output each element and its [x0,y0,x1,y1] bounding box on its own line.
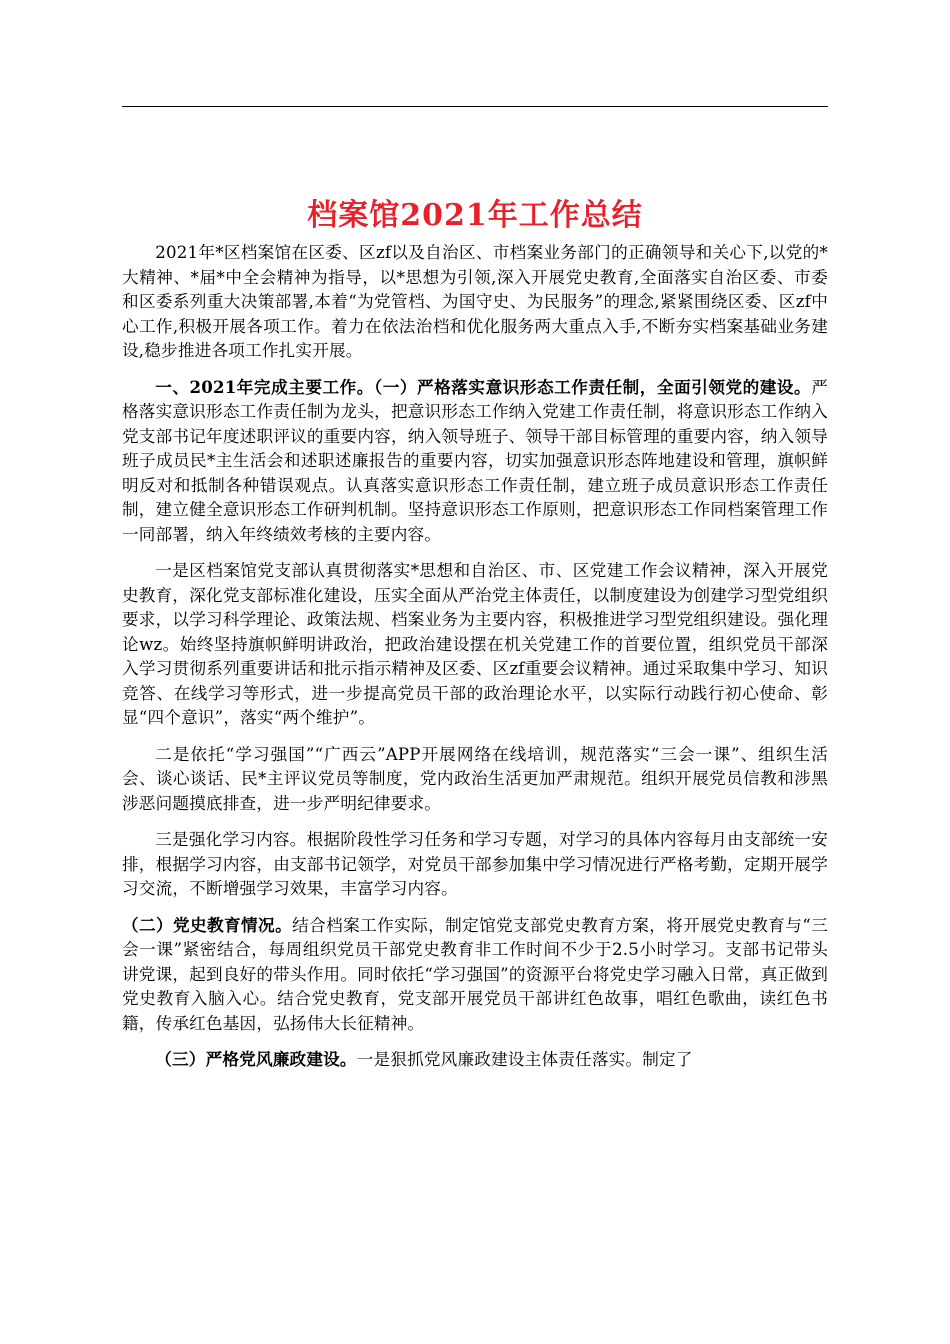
paragraph-section-2 [122,913,828,1037]
paragraph-text: 一是狠抓党风廉政建设主体责任落实。制定了 [356,1050,693,1069]
paragraph-section-1 [122,375,828,548]
paragraph-intro [122,240,828,364]
paragraph-text: 结合档案工作实际，制定馆党支部党史教育方案，将开展党史教育与“三会一课”紧密结合，每周组织党员干部党史教育非工作时间不少于2.5小时学习。支部书记带头讲党课，起到良好的带头作用。同时依托“学习强国”的资源平台将党史学习融入日常，真正做到党史教育入脑入心。结合党史教育，党支部开展党员干部讲红色故事，唱红色歌曲，读红色书籍，传承红色基因，弘扬伟大长征精神。 [122,915,828,1033]
document-body [122,240,828,1084]
paragraph-text: 二是依托“学习强国”“广西云”APP开展网络在线培训，规范落实“三会一课”、组织生活会、谈心谈话、民*主评议党员等制度，党内政治生活更加严肃规范。组织开展党员信教和涉黑涉恶问题摸底排查，进一步严明纪律要求。 [122,744,828,813]
paragraph-point-2 [122,742,828,817]
document-title: 档案馆2021年工作总结 [307,198,643,233]
paragraph-heading: （二）党史教育情况。 [122,914,293,935]
paragraph-text: 2021年*区档案馆在区委、区zf以及自治区、市档案业务部门的正确领导和关心下,以党的*大精神、*届*中全会精神为指导，以*思想为引领,深入开展党史教育,全面落实自治区委、市委和区委系列重大决策部署,本着“为党管档、为国守史、为民服务”的理念,紧紧围绕区委、区zf中心工作,积极开展各项工作。着力在依法治档和优化服务两大重点入手,不断夯实档案基础业务建设,稳步推进各项工作扎实开展。 [122,243,828,360]
paragraph-text: 三是强化学习内容。根据阶段性学习任务和学习专题，对学习的具体内容每月由支部统一安排，根据学习内容，由支部书记领学，对党员干部参加集中学习情况进行严格考勤，定期开展学习交流，不断增强学习效果，丰富学习内容。 [122,830,828,898]
paragraph-section-3 [122,1047,828,1073]
paragraph-text: 严格落实意识形态工作责任制为龙头，把意识形态工作纳入党建工作责任制，将意识形态工作纳入党支部书记年度述职评议的重要内容，纳入领导班子、领导干部目标管理的重要内容，纳入领导班子成员民*主生活会和述职述廉报告的重要内容，切实加强意识形态阵地建设和管理，旗帜鲜明反对和抵制各种错误观点。认真落实意识形态工作责任制，建立班子成员意识形态工作责任制，建立健全意识形态工作研判机制。坚持意识形态工作原则，把意识形态工作同档案管理工作一同部署，纳入年终绩效考核的主要内容。 [122,377,828,544]
paragraph-point-1 [122,558,828,731]
paragraph-point-3 [122,827,828,902]
header-rule [122,106,828,107]
paragraph-heading: 一、2021年完成主要工作。（一）严格落实意识形态工作责任制，全面引领党的建设。 [155,376,812,397]
paragraph-heading: （三）严格党风廉政建设。 [155,1049,357,1069]
paragraph-text: 一是区档案馆党支部认真贯彻落实*思想和自治区、市、区党建工作会议精神，深入开展党史教育，深化党支部标准化建设，压实全面从严治党主体责任，以制度建设为创建学习型党组织要求，以学习科学理论、政策法规、档案业务为主要内容，积极推进学习型党组织建设。强化理论wz。始终坚持旗帜鲜明讲政治，把政治建设摆在机关党建工作的首要位置，组织党员干部深入学习贯彻系列重要讲话和批示指示精神及区委、区zf重要会议精神。通过采取集中学习、知识竞答、在线学习等形式，进一步提高党员干部的政治理论水平，以实际行动践行初心使命、彰显“四个意识”，落实“两个维护”。 [122,561,828,727]
